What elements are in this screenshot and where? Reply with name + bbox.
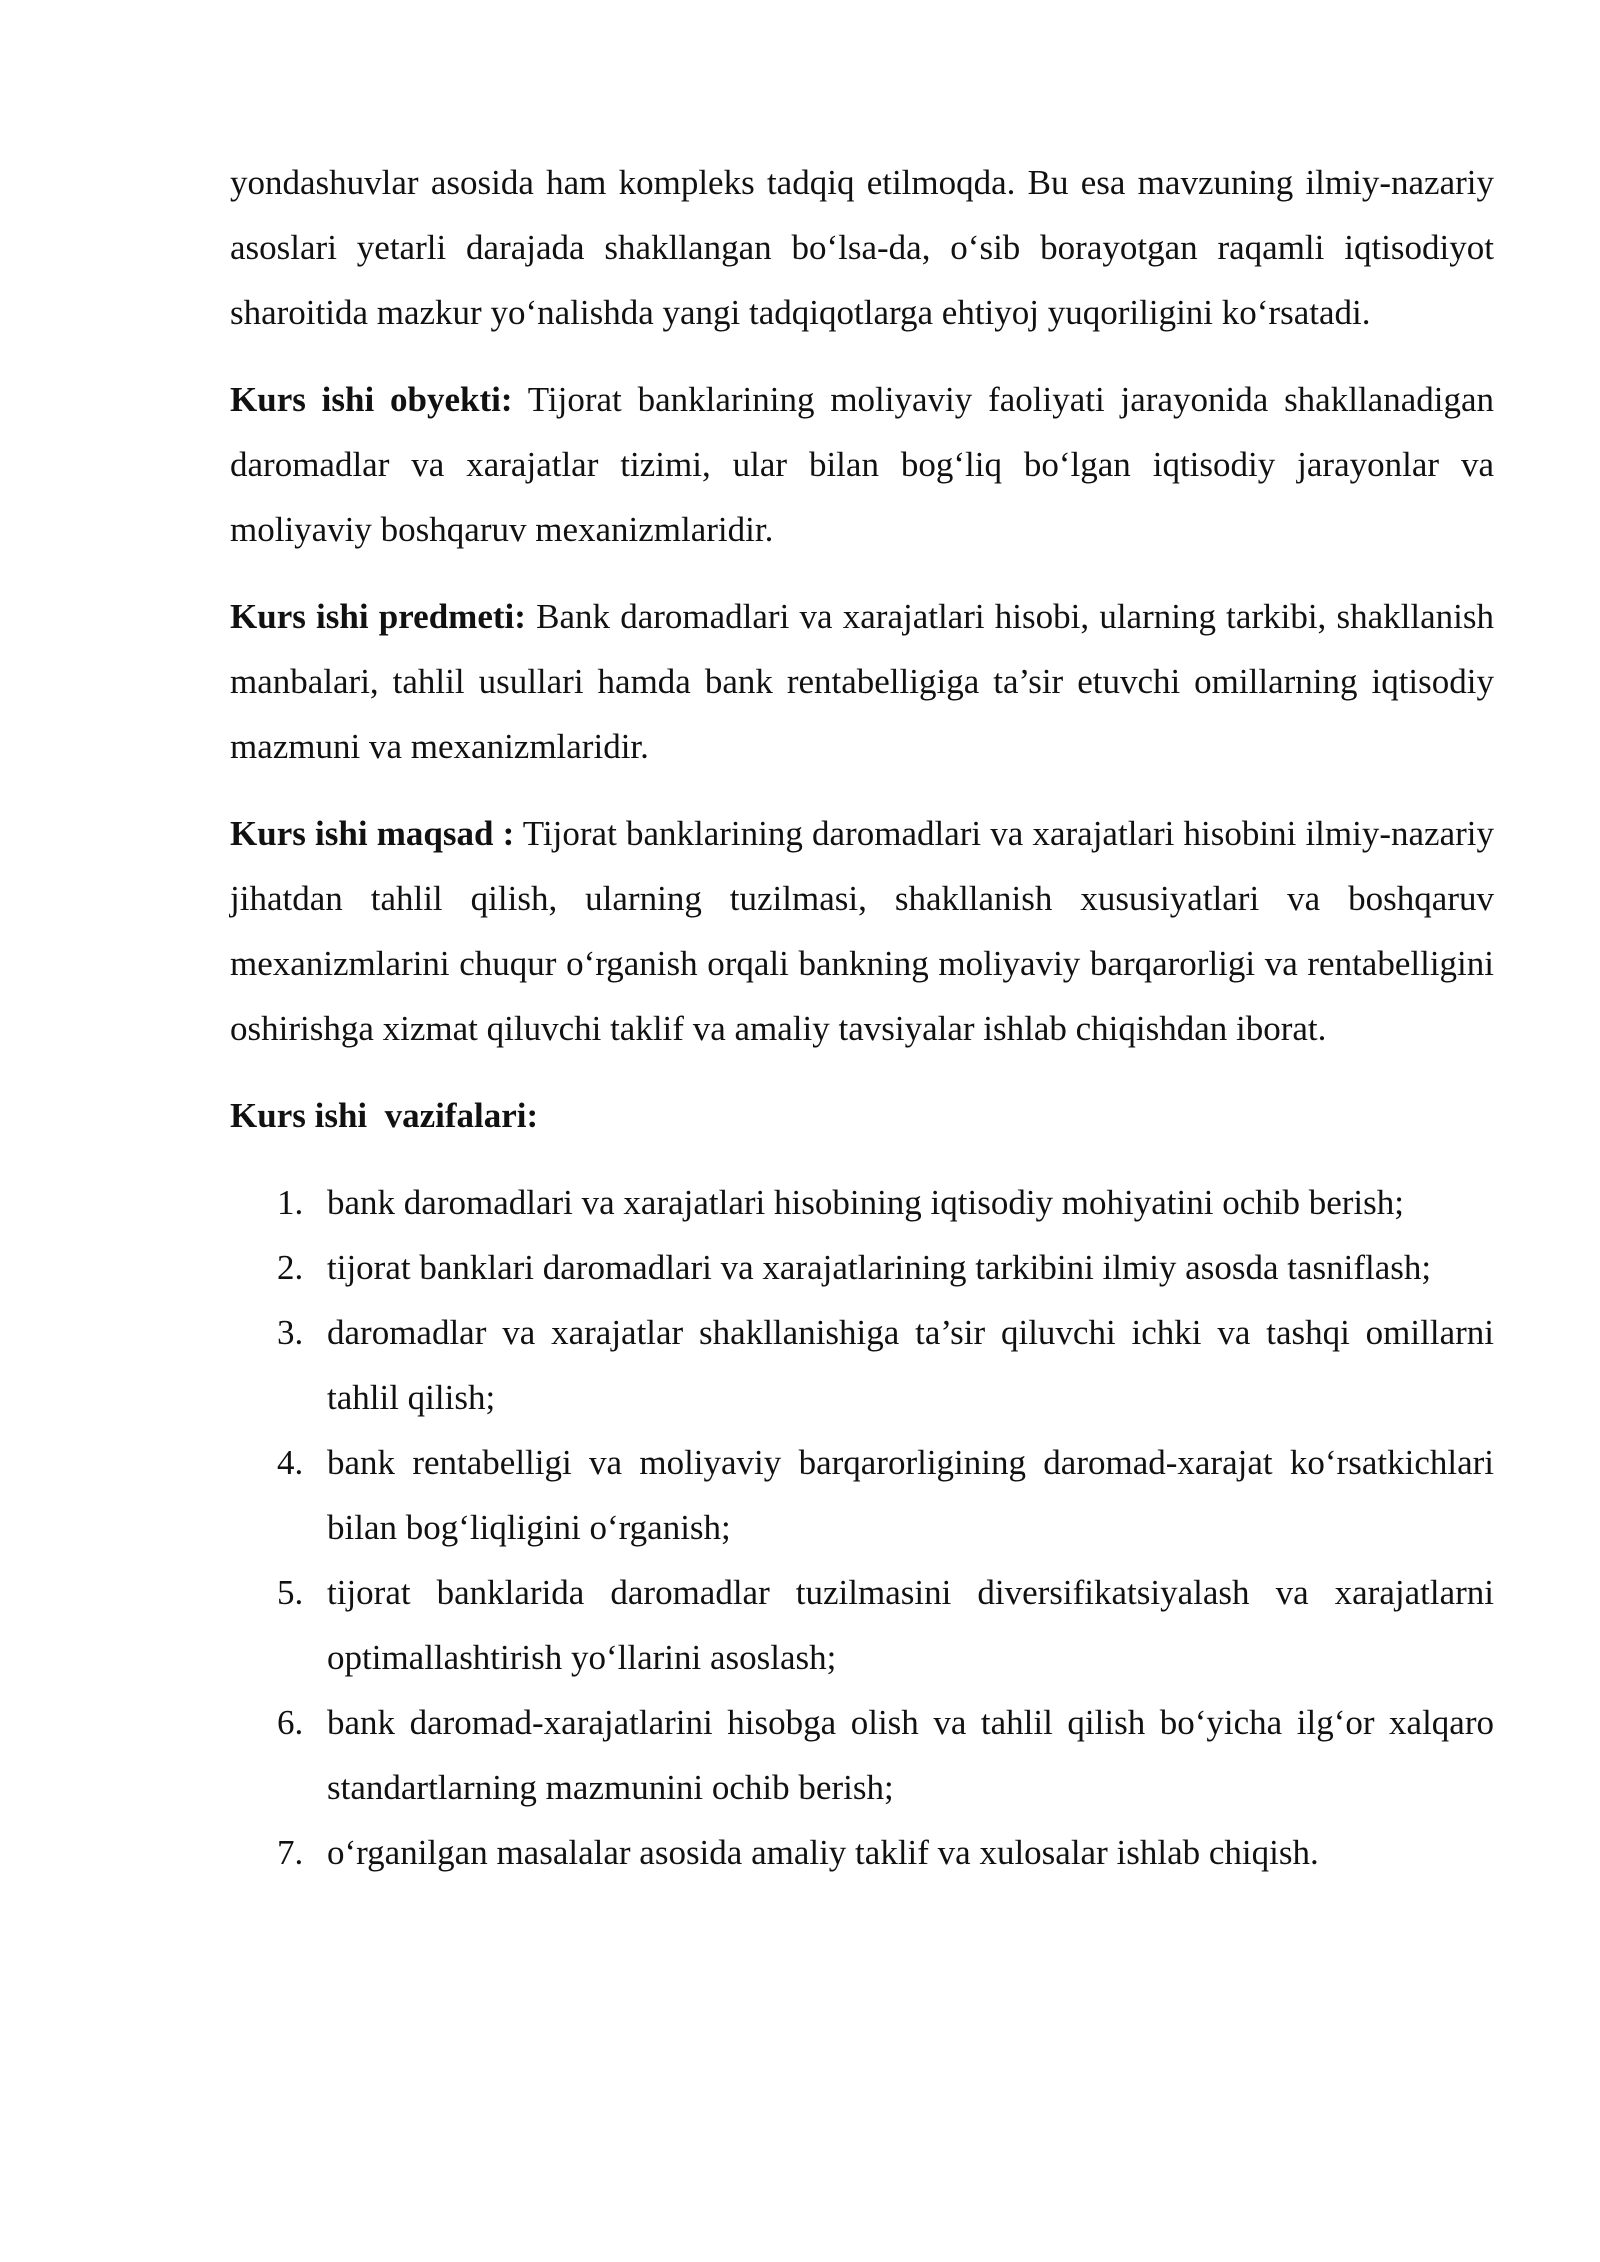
list-item-text: tijorat banklarida daromadlar tuzilmasini diversifikatsiyalash va xarajatlarni optimallashtirish yo‘llarini asoslash;: [327, 1573, 1494, 1677]
list-item-number: 5.: [277, 1573, 304, 1612]
intro-paragraph: yondashuvlar asosida ham kompleks tadqiq etilmoqda. Bu esa mavzuning ilmiy-nazariy asoslari yetarli darajada shakllangan bo‘lsa-da, o‘sib borayotgan raqamli iqtisodiyot sharoitida mazkur yo‘nalishda yangi tadqiqotlarga ehtiyoj yuqoriligini ko‘rsatadi.: [230, 163, 1494, 332]
object-text: Tijorat banklarining moliyaviy faoliyati jarayonida shakllanadigan daromadlar va xarajatlar tizimi, ular bilan bog‘liq bo‘lgan iqtisodiy jarayonlar va moliyaviy boshqaruv mexanizmlaridir.: [230, 380, 1494, 549]
list-item-number: 3.: [277, 1313, 304, 1352]
list-item: [230, 1820, 1494, 1885]
list-item-text: o‘rganilgan masalalar asosida amaliy taklif va xulosalar ishlab chiqish.: [327, 1833, 1319, 1872]
tasks-list: [230, 1170, 1494, 1885]
goal-text: Tijorat banklarining daromadlari va xarajatlari hisobini ilmiy-nazariy jihatdan tahlil qilish, ularning tuzilmasi, shakllanish xususiyatlari va boshqaruv mexanizmlarini chuqur o‘rganish orqali bankning moliyaviy barqarorligi va rentabelligini oshirishga xizmat qiluvchi taklif va amaliy tavsiyalar ishlab chiqishdan iborat.: [230, 814, 1494, 1048]
list-item-number: 6.: [277, 1703, 304, 1742]
list-item: [230, 1300, 1494, 1430]
goal-paragraph: [230, 801, 1494, 1061]
goal-label: Kurs ishi maqsad :: [230, 814, 515, 853]
object-paragraph: [230, 367, 1494, 562]
list-item: [230, 1560, 1494, 1690]
list-item-text: bank daromad-xarajatlarini hisobga olish va tahlil qilish bo‘yicha ilg‘or xalqaro standartlarning mazmunini ochib berish;: [327, 1703, 1494, 1807]
subject-label: Kurs ishi predmeti:: [230, 597, 526, 636]
list-item: [230, 1690, 1494, 1820]
subject-paragraph: [230, 584, 1494, 779]
list-item-text: daromadlar va xarajatlar shakllanishiga ta’sir qiluvchi ichki va tashqi omillarni tahlil qilish;: [327, 1313, 1494, 1417]
object-label: Kurs ishi obyekti:: [230, 380, 513, 419]
list-item-text: bank rentabelligi va moliyaviy barqarorligining daromad-xarajat ko‘rsatkichlari bilan bog‘liqligini o‘rganish;: [327, 1443, 1494, 1547]
document-page: [230, 150, 1494, 1885]
list-item-text: bank daromadlari va xarajatlari hisobining iqtisodiy mohiyatini ochib berish;: [327, 1183, 1404, 1222]
list-item-text: tijorat banklari daromadlari va xarajatlarining tarkibini ilmiy asosda tasniflash;: [327, 1248, 1432, 1287]
subject-text: Bank daromadlari va xarajatlari hisobi, ularning tarkibi, shakllanish manbalari, tahlil usullari hamda bank rentabelligiga ta’sir etuvchi omillarning iqtisodiy mazmuni va mexanizmlaridir.: [230, 597, 1494, 766]
list-item-number: 4.: [277, 1443, 304, 1482]
tasks-heading: Kurs ishi vazifalari:: [230, 1096, 539, 1135]
list-item: [230, 1235, 1494, 1300]
list-item-number: 1.: [277, 1183, 304, 1222]
list-item-number: 7.: [277, 1833, 304, 1872]
list-item: [230, 1170, 1494, 1235]
list-item: [230, 1430, 1494, 1560]
list-item-number: 2.: [277, 1248, 304, 1287]
